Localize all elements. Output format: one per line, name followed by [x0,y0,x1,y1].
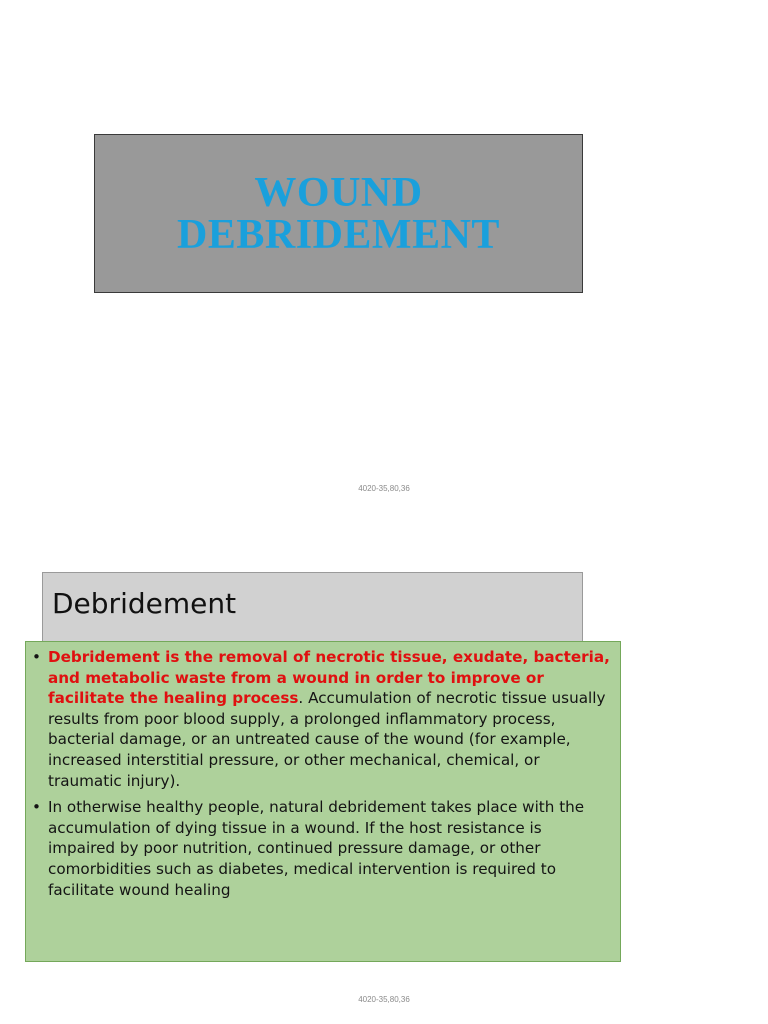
slide-debridement [0,512,768,1024]
title-line-2: DEBRIDEMENT [177,211,500,258]
slide-footer: 4020-35,80,36 [358,484,410,493]
bullet-definition [32,647,612,791]
title-line-1: WOUND [254,169,423,216]
slide-heading: Debridement [52,587,237,620]
definition-highlight: Debridement is the removal of necrotic tissue, exudate, bacteria, and metabolic waste from a wound in order to improve or facilitate the healing process [48,648,610,708]
bullet-natural-debridement [32,797,612,900]
natural-debridement-text: In otherwise healthy people, natural debridement takes place with the accumulation of dying tissue in a wound. If the host resistance is impaired by poor nutrition, continued pressure damage, or other comorbidities such as diabetes, medical intervention is required to facilitate wound healing [48,798,585,899]
definition-text: . Accumulation of necrotic tissue usually results from poor blood supply, a prolonged inflammatory process, bacterial damage, or an untreated cause of the wound (for example, increased interstitial pressure, or other mechanical, chemical, or traumatic injury). [48,689,606,790]
heading-box [42,572,583,642]
title-box [94,134,583,293]
content-box [25,641,621,962]
bullet-marker: • [32,648,41,666]
bullet-marker: • [32,798,41,817]
slide-footer: 4020-35,80,36 [358,995,410,1004]
